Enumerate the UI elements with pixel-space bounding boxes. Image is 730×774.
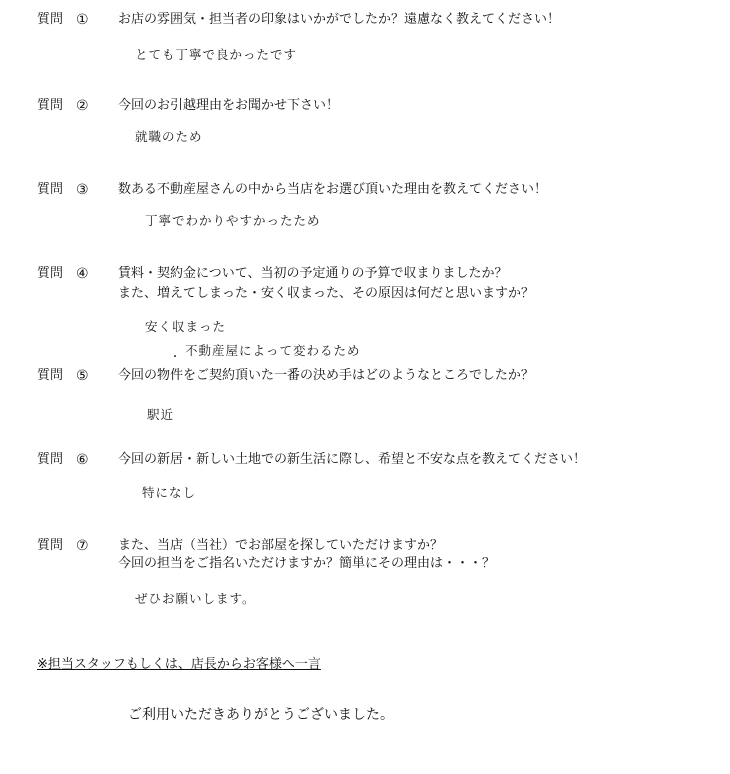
handwritten-answer: ぜひお願いします。: [135, 591, 256, 606]
handwritten-answer: 駅近: [147, 407, 175, 422]
question-number: ②: [76, 98, 89, 114]
question-text: 今回のお引越理由をお聞かせ下さい！: [118, 98, 340, 113]
question-text: 今回の担当をご指名いただけますか？簡単にその理由は・・・？: [118, 556, 496, 571]
question-label: 質問: [37, 266, 64, 281]
question-text: お店の雰囲気・担当者の印象はいかがでしたか？遠慮なく教えてください！: [118, 12, 561, 27]
handwritten-answer: 不動産屋によって変わるため: [185, 343, 361, 358]
handwritten-answer: とても丁寧で良かったです: [135, 47, 298, 62]
handwritten-answer: 安く収まった: [145, 319, 227, 334]
question-number: ⑥: [76, 452, 89, 468]
handwritten-answer: 特になし: [142, 485, 197, 500]
question-label: 質問: [37, 182, 64, 197]
question-text: また、当店（当社）でお部屋を探していただけますか？: [118, 538, 444, 553]
question-number: ③: [76, 182, 89, 198]
question-label: 質問: [37, 452, 64, 467]
question-number: ⑤: [76, 368, 89, 384]
bullet-dot: ・: [170, 352, 180, 363]
handwritten-answer: 丁寧でわかりやすかったため: [145, 213, 321, 228]
question-text: 賃料・契約金について、当初の予定通りの予算で収まりましたか？: [118, 266, 508, 281]
question-text: 今回の新居・新しい土地での新生活に際し、希望と不安な点を教えてください！: [118, 452, 587, 467]
question-text: 今回の物件をご契約頂いた一番の決め手はどのようなところでしたか？: [118, 368, 534, 383]
question-number: ⑦: [76, 538, 89, 554]
question-label: 質問: [37, 538, 64, 553]
thank-you-message: ご利用いただきありがとうございました。: [128, 707, 394, 723]
staff-message-heading: ※担当スタッフもしくは、店長からお客様へ一言: [37, 657, 321, 672]
question-label: 質問: [37, 368, 64, 383]
question-text: 数ある不動産屋さんの中から当店をお選び頂いた理由を教えてください！: [118, 182, 548, 197]
question-number: ④: [76, 266, 89, 282]
question-label: 質問: [37, 12, 64, 27]
question-label: 質問: [37, 98, 64, 113]
handwritten-answer: 就職のため: [135, 129, 203, 144]
question-text: また、増えてしまった・安く収まった、その原因は何だと思いますか？: [118, 286, 535, 301]
question-number: ①: [76, 12, 89, 28]
